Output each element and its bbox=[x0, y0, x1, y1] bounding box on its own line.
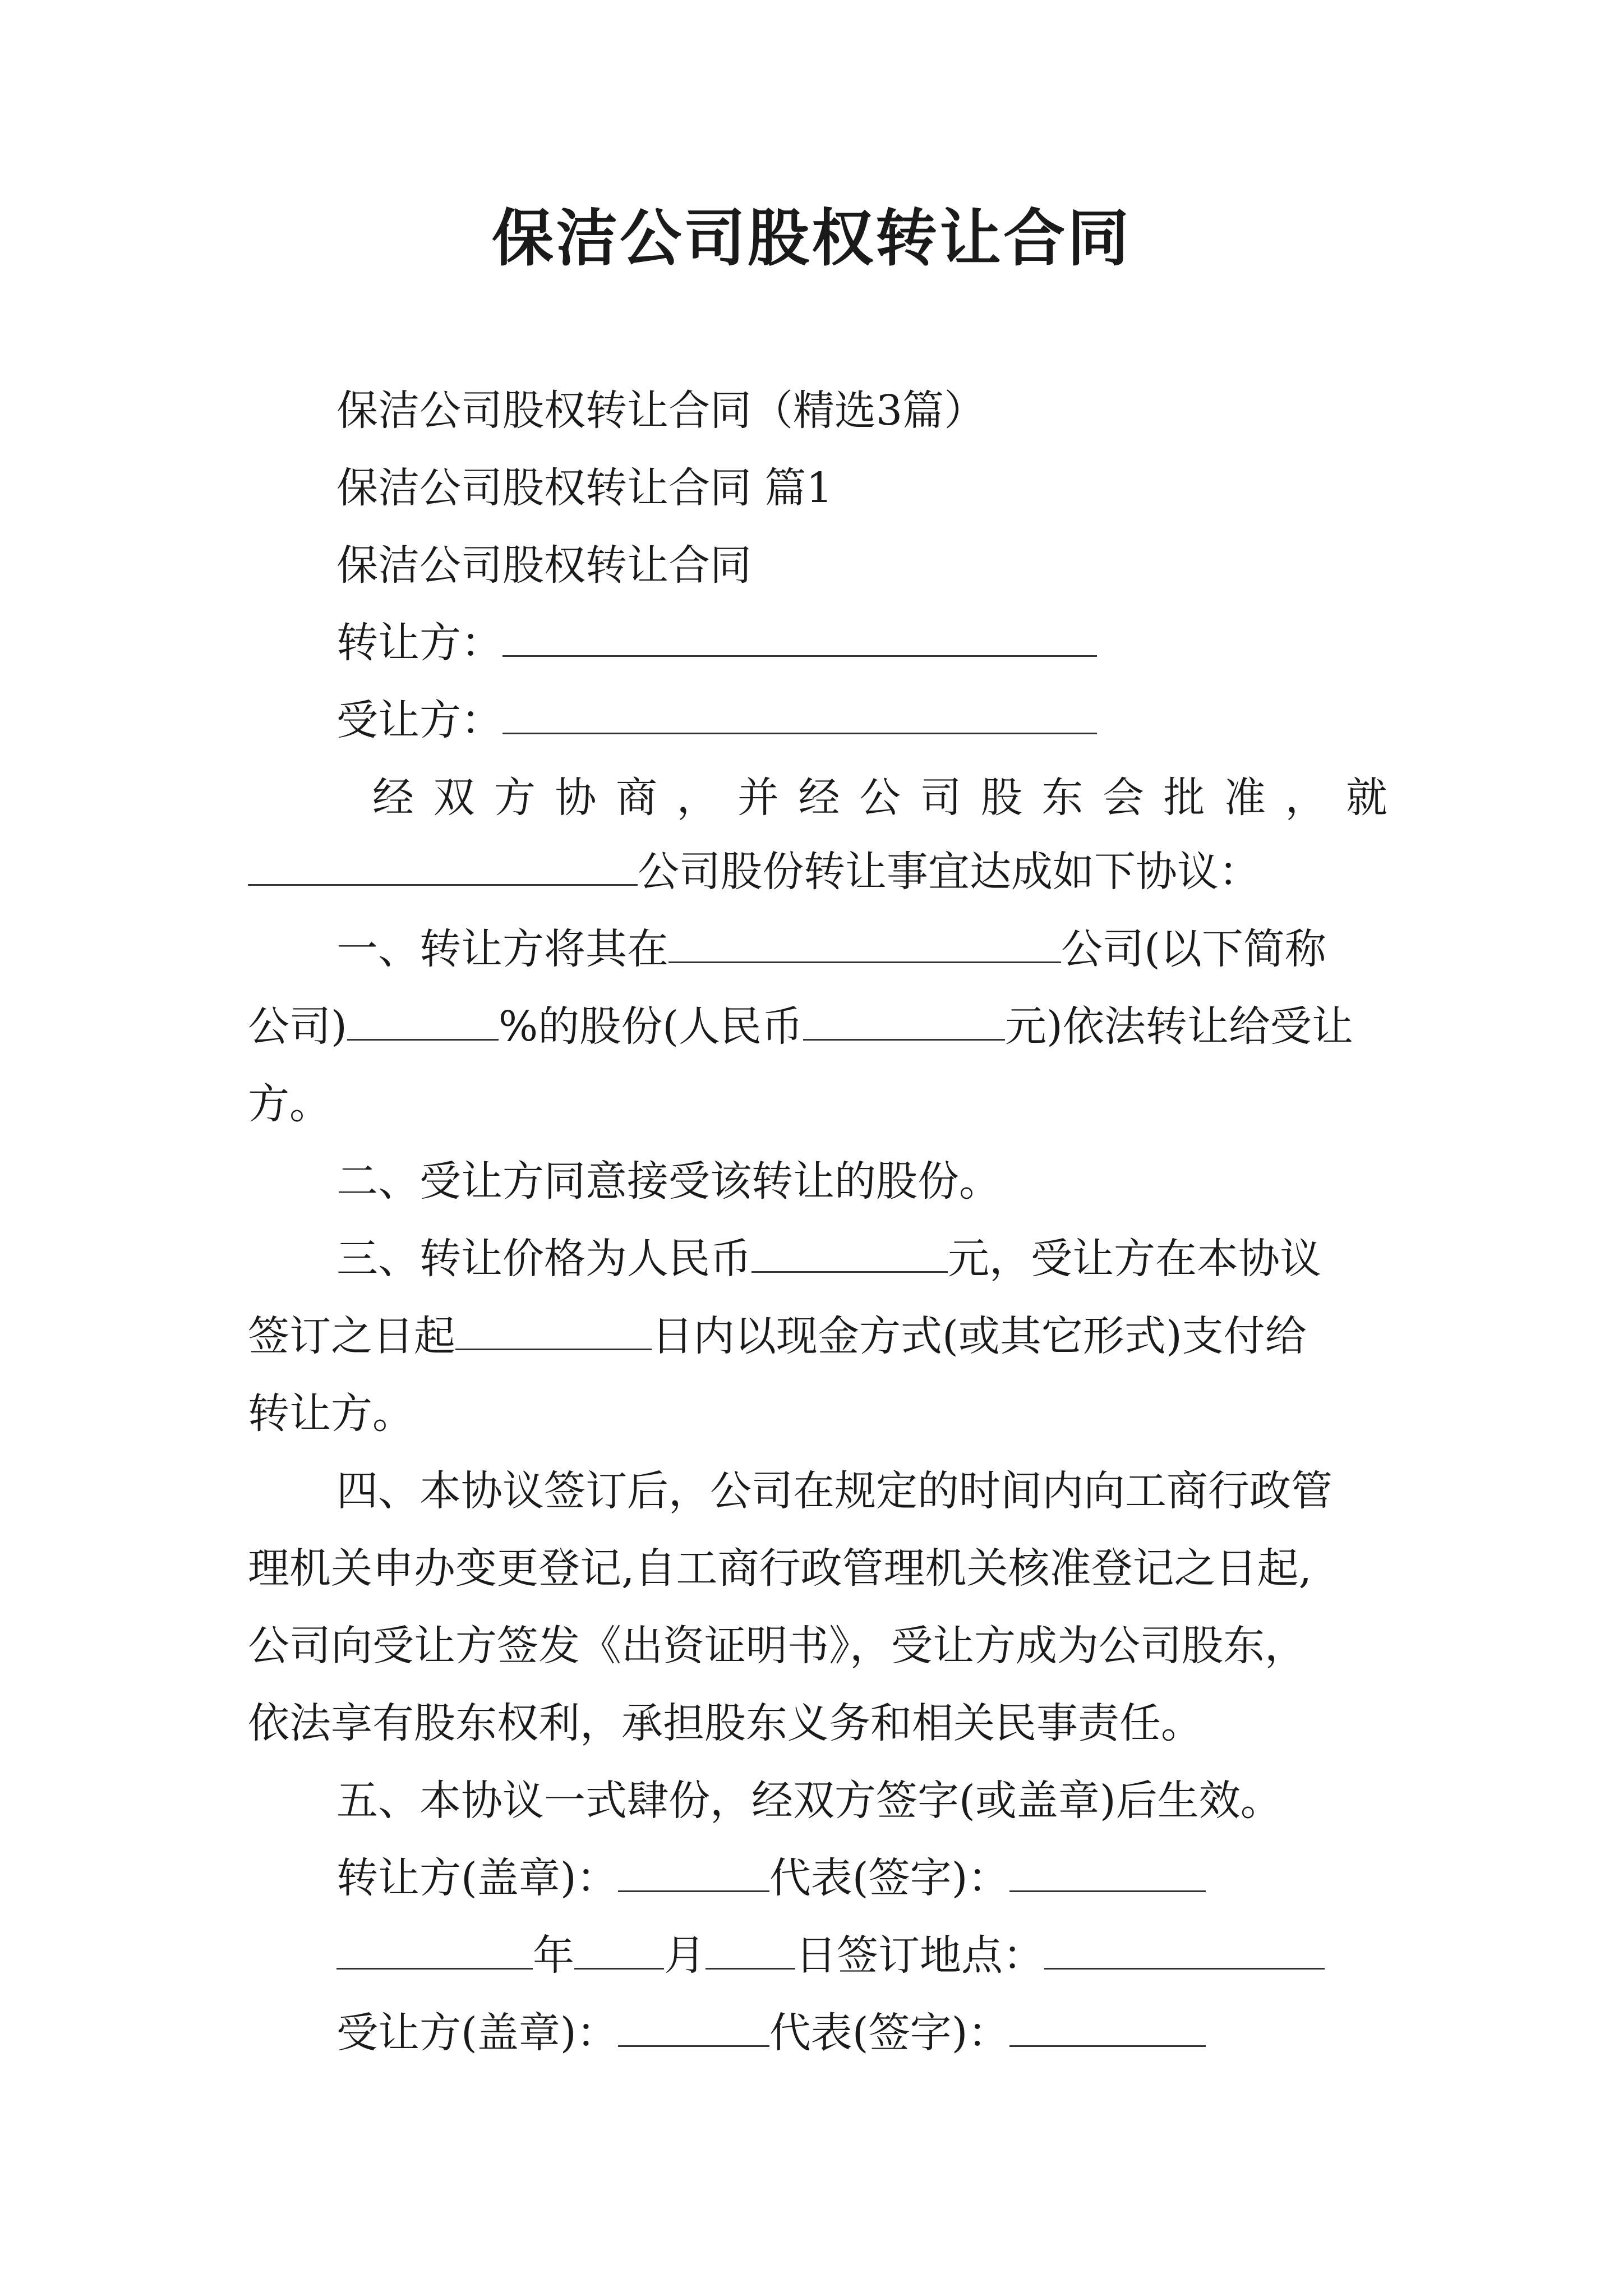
intro-char: 并 bbox=[737, 774, 779, 822]
intro-line-2 bbox=[248, 845, 1260, 899]
month-label: 月 bbox=[664, 1931, 706, 1980]
intro-char: 方 bbox=[494, 774, 536, 822]
clause-3-line-2 bbox=[248, 1309, 1307, 1363]
section-heading: 保洁公司股权转让合同 篇1 bbox=[336, 464, 833, 512]
place-blank[interactable] bbox=[1044, 1934, 1325, 1970]
transferor-rep-label: 代表(签字)： bbox=[769, 1854, 1009, 1902]
intro-char: 双 bbox=[433, 774, 475, 822]
transferee-sign-line bbox=[336, 2006, 1206, 2060]
intro-char: 会 bbox=[1103, 774, 1144, 822]
intro-tail: 公司股份转让事宜达成如下协议： bbox=[638, 848, 1260, 896]
clause-2: 二、受让方同意接受该转让的股份。 bbox=[336, 1157, 1000, 1205]
clause-1-text-c: 公司) bbox=[248, 1002, 347, 1051]
intro-char: 经 bbox=[372, 774, 414, 822]
clause-5: 五、本协议一式肆份，经双方签字(或盖章)后生效。 bbox=[336, 1777, 1282, 1825]
clause-1-text-d: %的股份(人民币 bbox=[498, 1002, 804, 1051]
intro-char: 司 bbox=[920, 774, 962, 822]
transferor-sign-line bbox=[336, 1851, 1206, 1905]
intro-char: ， bbox=[1285, 774, 1327, 822]
transferor-seal-blank[interactable] bbox=[618, 1857, 769, 1892]
clause-4-line-3: 公司向受让方签发《出资证明书》，受让方成为公司股东， bbox=[248, 1622, 1306, 1670]
clause-4-line-2: 理机关申办变更登记,自工商行政管理机关核准登记之日起, bbox=[248, 1544, 1312, 1593]
year-label: 年 bbox=[533, 1931, 574, 1980]
transferee-rep-blank[interactable] bbox=[1009, 2012, 1206, 2047]
clause-4-line-4: 依法享有股东权利，承担股东义务和相关民事责任。 bbox=[248, 1699, 1202, 1747]
intro-char: 批 bbox=[1163, 774, 1205, 822]
clause-3-line-3: 转让方。 bbox=[248, 1389, 414, 1438]
clause-1-line-3: 方。 bbox=[248, 1080, 331, 1128]
subtitle: 保洁公司股权转让合同（精选3篇） bbox=[336, 386, 986, 435]
intro-char: 协 bbox=[555, 774, 597, 822]
transferee-blank[interactable] bbox=[502, 699, 1097, 734]
transferee-rep-label: 代表(签字)： bbox=[769, 2009, 1009, 2057]
clause-3-text-b: 元，受让方在本协议 bbox=[948, 1235, 1321, 1283]
transferor-seal-label: 转让方(盖章)： bbox=[336, 1854, 618, 1902]
transferor-blank[interactable] bbox=[502, 622, 1097, 657]
clause-1-line-2 bbox=[248, 1000, 1353, 1053]
clause-4-line-1: 四、本协议签订后，公司在规定的时间内向工商行政管 bbox=[336, 1467, 1332, 1515]
month-blank[interactable] bbox=[574, 1934, 664, 1970]
clause-3-line-1 bbox=[336, 1232, 1321, 1286]
transferee-line bbox=[336, 693, 1097, 747]
intro-line-1 bbox=[372, 771, 1387, 825]
intro-char: 就 bbox=[1346, 774, 1387, 822]
document-title: 保洁公司股权转让合同 bbox=[492, 202, 1131, 274]
intro-char: 东 bbox=[1041, 774, 1083, 822]
intro-char: 准 bbox=[1224, 774, 1266, 822]
clause-3-text-c: 签订之日起 bbox=[248, 1312, 455, 1360]
amount-blank[interactable] bbox=[803, 1005, 1005, 1041]
company-blank[interactable] bbox=[668, 928, 1061, 963]
intro-char: 股 bbox=[981, 774, 1022, 822]
intro-char: 商 bbox=[616, 774, 657, 822]
clause-1-line-1 bbox=[336, 922, 1326, 976]
date-place-line bbox=[336, 1929, 1325, 1982]
day-place-label: 日签订地点： bbox=[795, 1931, 1044, 1980]
transferor-line bbox=[336, 616, 1097, 670]
clause-1-text-a: 一、转让方将其在 bbox=[336, 925, 668, 973]
intro-char: 经 bbox=[798, 774, 840, 822]
days-blank[interactable] bbox=[455, 1315, 652, 1350]
day-blank[interactable] bbox=[706, 1934, 795, 1970]
intro-char: 公 bbox=[859, 774, 901, 822]
clause-3-text-d: 日内以现金方式(或其它形式)支付给 bbox=[652, 1312, 1307, 1360]
transferor-label: 转让方： bbox=[336, 619, 502, 667]
intro-char: ， bbox=[676, 774, 718, 822]
company-name-blank[interactable] bbox=[248, 850, 638, 886]
transferee-label: 受让方： bbox=[336, 696, 502, 744]
year-blank[interactable] bbox=[336, 1934, 533, 1970]
clause-1-text-b: 公司(以下简称 bbox=[1061, 925, 1326, 973]
clause-3-text-a: 三、转让价格为人民币 bbox=[336, 1235, 751, 1283]
transferor-rep-blank[interactable] bbox=[1009, 1857, 1206, 1892]
transferee-seal-label: 受让方(盖章)： bbox=[336, 2009, 618, 2057]
percent-blank[interactable] bbox=[347, 1005, 499, 1041]
transferee-seal-blank[interactable] bbox=[618, 2012, 769, 2047]
contract-name: 保洁公司股权转让合同 bbox=[336, 541, 751, 590]
clause-1-text-e: 元)依法转让给受让 bbox=[1005, 1002, 1353, 1051]
price-blank[interactable] bbox=[751, 1237, 948, 1273]
